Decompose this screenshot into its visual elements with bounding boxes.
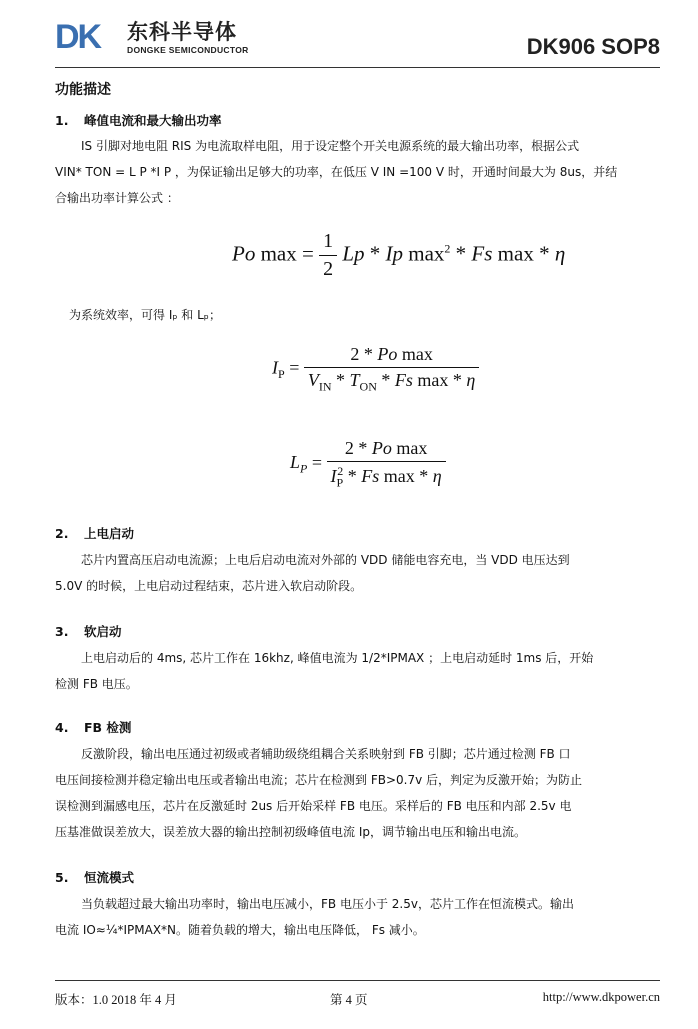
logo-chinese-name: 东科半导体	[127, 20, 237, 44]
formula-max-power: Po max = $\frac{1}{2}$ Lp * Ip $\max^2$ * Fs max * η	[232, 230, 566, 280]
text-line: 反激阶段，输出电压通过初级或者辅助级绕组耦合关系映射到 FB 引脚；芯片通过检测 FB 口	[81, 747, 571, 761]
heading-text: 软启动	[84, 624, 122, 639]
heading-number: 4.	[55, 720, 69, 735]
heading-text: 峰值电流和最大输出功率	[84, 113, 222, 128]
paragraph-cc-mode	[55, 891, 660, 943]
footer-page-number: 第 4 页	[330, 993, 368, 1007]
text-line: 误检测到漏感电压，芯片在反激延时 2us 后开始采样 FB 电压。采样后的 FB 电压和内部 2.5v 电	[55, 799, 572, 813]
heading-number: 3.	[55, 624, 69, 639]
text-line: 芯片内置高压启动电流源；上电后启动电流对外部的 VDD 储能电容充电，当 VDD 电压达到	[81, 553, 570, 567]
footer-divider	[55, 980, 660, 981]
heading-text: FB 检测	[84, 720, 132, 735]
text-line: 压基准做误差放大，误差放大器的输出控制初级峰值电流 Ip，调节输出电压和输出电流。	[55, 825, 526, 839]
footer-url[interactable]: http://www.dkpower.cn	[542, 990, 660, 1004]
text-line: 当负载超过最大输出功率时，输出电压减小，FB 电压小于 2.5v，芯片工作在恒流模式。输出	[81, 897, 574, 911]
text-line: 电压间接检测并稳定输出电压或者输出电流；芯片在检测到 FB>0.7v 后，判定为反激开始；为防止	[55, 773, 583, 787]
header-divider	[55, 67, 660, 68]
footer-version: 版本：1.0 2018 年 4 月	[55, 993, 177, 1007]
heading-fb-detect	[55, 718, 131, 736]
text-line: 5.0V 的时候，上电启动过程结束，芯片进入软启动阶段。	[55, 579, 363, 593]
heading-number: 1.	[55, 113, 69, 128]
logo-mark: DK	[55, 18, 101, 56]
formula-lp: $L_P$ = $\frac{\text{2 * Po max}}{I_P^2 * Fs \max * \eta}$	[290, 438, 446, 491]
heading-cc-mode	[55, 868, 134, 886]
text-line: 合输出功率计算公式 ：	[55, 191, 179, 205]
text-line: 检测 FB 电压。	[55, 677, 138, 691]
heading-text: 恒流模式	[84, 870, 135, 885]
formula-ip: $I_P$ = $\frac{\text{2 * Po max}}{V_{IN} * T_{ON} * Fs \max * \eta}$	[272, 344, 479, 395]
page-header	[55, 18, 660, 68]
heading-soft-start	[55, 622, 122, 640]
paragraph-peak-current	[55, 133, 660, 211]
text-line: VIN* TON = L P *I P ，为保证输出足够大的功率，在低压 V IN =100 V 时，开通时间最大为 8us，并结	[55, 165, 618, 179]
product-model: DK906 SOP8	[526, 34, 660, 59]
text-line: 为系统效率，可得 Iₚ 和 Lₚ；	[69, 308, 221, 322]
heading-peak-current	[55, 111, 222, 129]
section-title: 功能描述	[55, 82, 111, 98]
text-line: 上电启动后的 4ms, 芯片工作在 16khz, 峰值电流为 1/2*IPMAX ；上电启动延时 1ms 后，开始	[81, 651, 594, 665]
paragraph-fb-detect	[55, 741, 660, 845]
text-line: 电流 IO≈¼*IPMAX*N。随着负载的增大，输出电压降低， Fs 减小。	[55, 923, 425, 937]
text-line: IS 引脚对地电阻 RIS 为电流取样电阻，用于设定整个开关电源系统的最大输出功率，根据公式	[81, 139, 580, 153]
company-logo	[55, 18, 265, 60]
logo-english-name: DONGKE SEMICONDUCTOR	[127, 45, 249, 55]
paragraph-efficiency	[55, 302, 660, 328]
heading-power-on	[55, 524, 134, 542]
heading-text: 上电启动	[84, 526, 135, 541]
heading-number: 5.	[55, 870, 69, 885]
heading-number: 2.	[55, 526, 69, 541]
paragraph-power-on	[55, 547, 660, 599]
paragraph-soft-start	[55, 645, 660, 697]
